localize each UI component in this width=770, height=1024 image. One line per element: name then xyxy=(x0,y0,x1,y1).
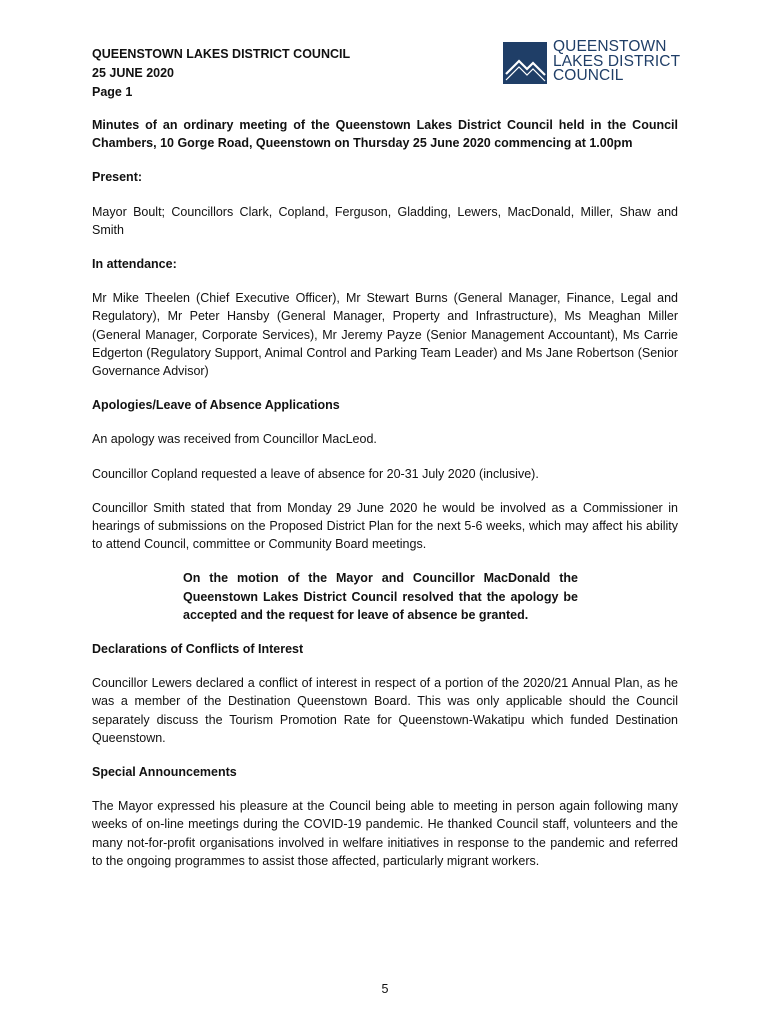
attendance-heading: In attendance: xyxy=(92,257,177,272)
minutes-body xyxy=(92,116,678,886)
logo-line-3: COUNCIL xyxy=(553,67,624,84)
present-heading: Present: xyxy=(92,170,143,185)
logo-wordmark xyxy=(553,40,680,84)
mountain-logo-icon xyxy=(503,40,549,86)
header-org: QUEENSTOWN LAKES DISTRICT COUNCIL xyxy=(92,47,351,61)
minutes-title: Minutes of an ordinary meeting of the Queenstown Lakes District Council held in the Council Chambers, 10 Gorge Road, Queenstown on Thursday 25 June 2020 commencing at 1.00pm xyxy=(92,118,678,151)
resolution-text: On the motion of the Mayor and Councillor MacDonald the Queenstown Lakes District Council resolved that the apology be accepted and the request for leave of absence be granted. xyxy=(183,571,578,622)
announcements-text: The Mayor expressed his pleasure at the Council being able to meeting in person again following many weeks of on-line meetings during the COVID-19 pandemic. He thanked Council staff, volunteers and the many not-for-profit organisations involved in welfare initiatives in response to the pandemic and referred to the ongoing programmes to assist those affected, particularly migrant workers. xyxy=(92,799,678,868)
smith-text: Councillor Smith stated that from Monday 29 June 2020 he would be involved as a Commissioner in hearings of submissions on the Proposed District Plan for the next 5-6 weeks, which may affect his ability to attend Council, committee or Community Board meetings. xyxy=(92,500,678,552)
apology-text: An apology was received from Councillor MacLeod. xyxy=(92,432,377,447)
apologies-heading: Apologies/Leave of Absence Applications xyxy=(92,398,340,413)
conflicts-heading: Declarations of Conflicts of Interest xyxy=(92,642,304,657)
attendance-text: Mr Mike Theelen (Chief Executive Officer), Mr Stewart Burns (General Manager, Finance, Legal and Regulatory), Mr Peter Hansby (General Manager, Property and Infrastructure), Ms Meaghan Miller (General Manager, Corporate Services), Mr Jeremy Payze (Senior Management Accountant), Ms Carrie Edgerton (Regulatory Support, Animal Control and Parking Team Leader) and Ms Jane Robertson (Senior Governance Advisor) xyxy=(92,291,678,379)
page-number: 5 xyxy=(381,982,389,996)
header-date: 25 JUNE 2020 xyxy=(92,66,175,80)
present-text: Mayor Boult; Councillors Clark, Copland, Ferguson, Gladding, Lewers, MacDonald, Miller, Shaw and Smith xyxy=(92,204,678,237)
conflicts-text: Councillor Lewers declared a conflict of interest in respect of a portion of the 2020/21 Annual Plan, as he was a member of the Destination Queenstown Board. This was only applicable should the Council separately discuss the Tourism Promotion Rate for Queenstown-Wakatipu which funded Destination Queenstown. xyxy=(92,676,678,745)
council-logo xyxy=(503,40,683,86)
logo-line-2: LAKES DISTRICT xyxy=(553,52,681,70)
leave-text: Councillor Copland requested a leave of absence for 20-31 July 2020 (inclusive). xyxy=(92,466,539,481)
logo-line-1: QUEENSTOWN xyxy=(553,38,667,55)
announcements-heading: Special Announcements xyxy=(92,765,237,780)
page-header xyxy=(92,45,350,102)
header-page: Page 1 xyxy=(92,85,133,99)
